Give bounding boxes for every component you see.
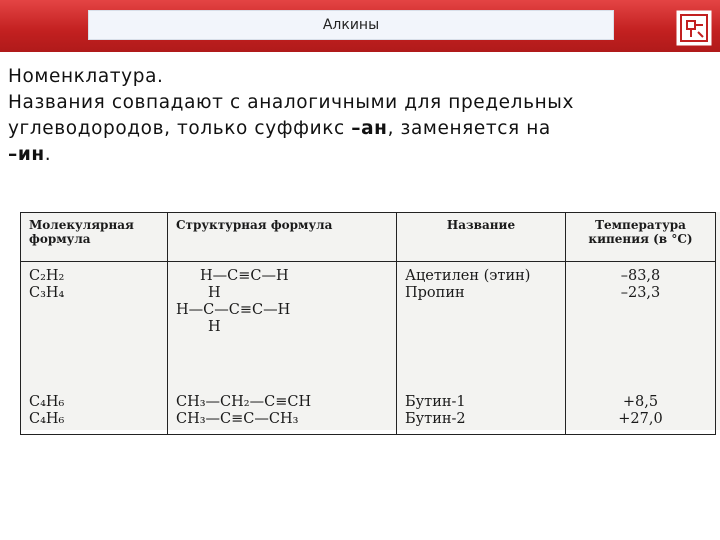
alkynes-table [20,212,716,435]
structural-formula: H [208,285,221,301]
compound-name: Бутин-2 [405,411,466,427]
intro-line-3 [8,116,708,142]
intro-line-2: Названия совпадают с аналогичными для предельных [8,92,575,113]
compound-name: Пропин [405,285,465,301]
boiling-point-cell [566,262,716,435]
logo-icon [672,8,716,48]
header-structural: Структурная формула [168,213,397,262]
structural-formula: H—C—C≡C—H [176,302,291,318]
table-row [21,262,716,435]
structural-formula: CH₃—C≡C—CH₃ [176,411,299,427]
slide-title-box [88,10,614,40]
structural-formula: H [208,319,221,335]
boiling-point: –23,3 [620,285,661,301]
intro-line-3-start: углеводородов, только суффикс [8,118,352,139]
intro-line-1: Номенклатура. [8,66,164,87]
intro-text [8,64,708,168]
intro-line-4-end: . [44,144,52,165]
compound-name: Ацетилен (этин) [405,268,531,284]
header-name: Название [397,213,566,262]
header-boiling-point: Температура кипения (в °С) [566,213,716,262]
header-molecular: Молекулярная формула [21,213,168,262]
structural-cell [168,262,397,435]
molecular-formula: C₂H₂ [29,268,65,284]
structural-formula: CH₃—CH₂—C≡CH [176,394,312,410]
intro-line-3-end: , заменяется на [387,118,551,139]
structural-formula: H—C≡C—H [200,268,289,284]
intro-line-4 [8,142,708,168]
boiling-point: –83,8 [620,268,661,284]
alkynes-table-image [20,212,720,430]
boiling-point: +27,0 [618,411,663,427]
table-header-row [21,213,716,262]
suffix-new: –ин [8,144,45,165]
header-bar [0,0,720,52]
molecular-cell [21,262,168,435]
boiling-point: +8,5 [622,394,659,410]
molecular-formula: C₄H₆ [29,394,65,410]
molecular-formula: C₄H₆ [29,411,65,427]
name-cell [397,262,566,435]
compound-name: Бутин-1 [405,394,466,410]
slide-title: Алкины [322,17,380,33]
suffix-old: –ан [351,118,388,139]
molecular-formula: C₃H₄ [29,285,65,301]
